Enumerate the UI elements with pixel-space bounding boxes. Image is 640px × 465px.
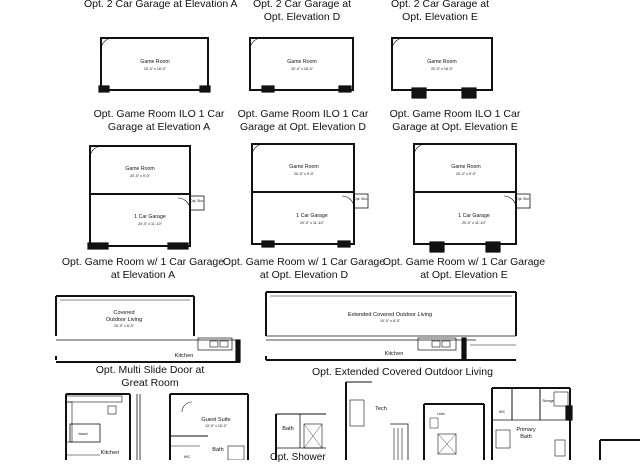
label-garage-dim: 20'-0" x 11'-10" (300, 221, 324, 225)
label-garage-dim: 20'-0" x 11'-10" (138, 222, 162, 226)
plan-primary-bath (492, 388, 640, 460)
label-1-car-garage: 1 Car Garage (134, 214, 166, 220)
caption-line: Opt. 2 Car Garage at (252, 0, 352, 10)
label-wic: WIC (498, 410, 506, 414)
label-island: Island (78, 432, 88, 436)
caption-line: at Opt. Elevation D (259, 268, 349, 281)
label-opt-stor: Opt. Stor. (516, 197, 530, 201)
caption-line: Opt. Elevation E (402, 10, 478, 23)
caption-text: Opt. Shower (270, 452, 326, 463)
label-game-room: Game Room (427, 59, 457, 65)
label-storage: Storage (542, 399, 554, 403)
caption-line: Opt. Game Room w/ 1 Car Garage (382, 256, 546, 268)
label-linen: Linen (437, 412, 445, 416)
plan-bath-shower (276, 414, 326, 460)
label-game-room: Game Room (140, 59, 170, 65)
label-extended-dim: 10'-0" x 8'-0" (379, 319, 401, 323)
label-outdoor-living: Outdoor Living (105, 317, 143, 323)
label-game-room-dim: 20'-0" x 9'-0" (293, 172, 315, 176)
caption-line: Opt. Game Room ILO 1 Car (389, 108, 521, 120)
label-guest-suite: Guest Suite (201, 417, 231, 423)
label-game-room-dim: 20'-0" x 9'-0" (455, 172, 477, 176)
label-kitchen: Kitchen (384, 351, 404, 357)
label-extended-covered: Extended Covered Outdoor Living (347, 312, 433, 318)
plan-game-room-ilo-elev-d (252, 144, 368, 247)
caption-text: Opt. Extended Covered Outdoor Living (312, 366, 493, 378)
label-wic: WIC (183, 455, 191, 459)
label-bath: Bath (282, 426, 294, 432)
caption-line: Opt. Game Room w/ 1 Car Garage (222, 256, 386, 268)
plan-extended-covered-outdoor-living (266, 292, 516, 360)
plan-tech-hall (346, 382, 408, 460)
label-game-room: Game Room (289, 164, 319, 170)
caption-line: Opt. Game Room w/ 1 Car Garage (61, 256, 225, 268)
caption-line: Garage at Elevation A (107, 120, 211, 133)
label-game-room: Game Room (287, 59, 317, 65)
label-covered: Covered (113, 310, 135, 316)
caption-text: Opt. 2 Car Garage at Elevation A (84, 0, 238, 10)
label-tech: Tech (375, 406, 387, 412)
label-opt-stor: Opt. Stor. (190, 199, 204, 203)
plan-bath-right (424, 404, 484, 460)
plan-game-room-ilo-elev-e (414, 144, 530, 252)
label-kitchen: Kitchen (174, 353, 194, 359)
plan-2-car-garage-elev-a (99, 38, 210, 92)
label-guest-suite-dim: 13'-0" x 16'-0" (204, 424, 228, 428)
caption-line: Great Room (121, 376, 179, 389)
label-game-room: Game Room (451, 164, 481, 170)
label-garage-dim: 20'-0" x 11'-10" (462, 221, 486, 225)
caption-line: Opt. Elevation D (263, 10, 341, 23)
caption-line: at Opt. Elevation E (420, 268, 508, 281)
label-game-room-dim: 20'-0" x 18'-0" (143, 67, 167, 71)
plan-2-car-garage-elev-d (250, 38, 353, 92)
label-game-room: Game Room (125, 166, 155, 172)
label-primary-bath: Bath (520, 434, 532, 440)
label-primary: Primary (516, 427, 536, 433)
caption-line: Opt. Multi Slide Door at (95, 364, 205, 376)
label-opt-stor: Opt. Stor. (354, 197, 368, 201)
label-covered-dim: 20'-0" x 8'-0" (113, 324, 135, 328)
label-game-room-dim: 20'-0" x 18'-0" (430, 67, 454, 71)
caption-line: Garage at Opt. Elevation D (239, 120, 367, 133)
plan-game-room-ilo-elev-a (88, 146, 204, 249)
caption-line: Opt. 2 Car Garage at (390, 0, 490, 10)
label-kitchen: Kitchen (100, 450, 120, 456)
plan-covered-outdoor-living (56, 296, 240, 362)
caption-line: Opt. Game Room ILO 1 Car (93, 108, 225, 120)
label-bath: Bath (212, 447, 224, 453)
caption-line: Opt. Game Room ILO 1 Car (237, 108, 369, 120)
caption-line: at Elevation A (110, 268, 176, 281)
label-game-room-dim: 20'-0" x 9'-0" (129, 174, 151, 178)
label-game-room-dim: 20'-0" x 18'-0" (290, 67, 314, 71)
label-1-car-garage: 1 Car Garage (458, 213, 490, 219)
label-1-car-garage: 1 Car Garage (296, 213, 328, 219)
caption-line: Garage at Opt. Elevation E (392, 120, 518, 133)
